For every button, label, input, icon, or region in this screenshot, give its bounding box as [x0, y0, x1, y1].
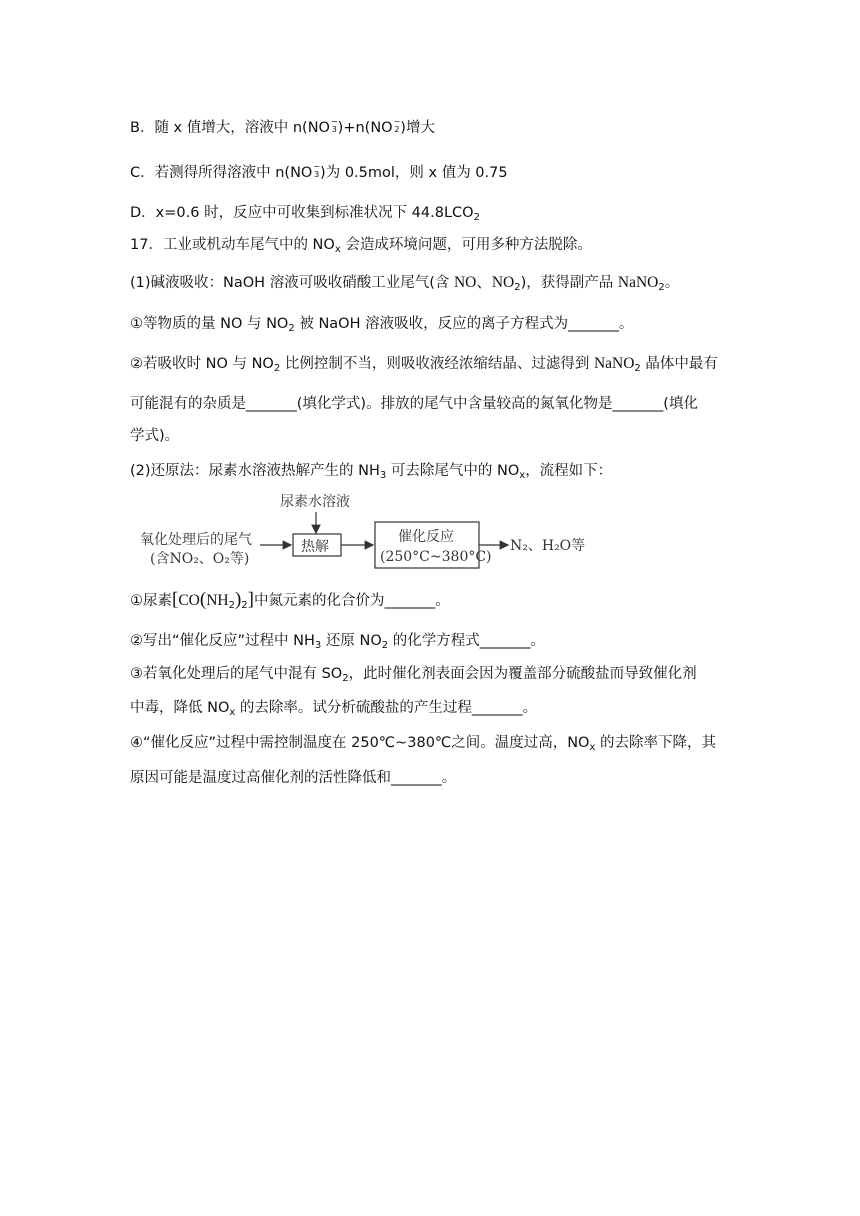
part-2-heading: (2)还原法：尿素水溶液热解产生的 $NH_3$ 可去除尾气中的 $NO_x$，流程如下： [130, 463, 613, 481]
question-2-3: ③若氧化处理后的尾气中混有 $SO_2$，此时催化剂表面会因为覆盖部分硫酸盐而导致催化剂 [130, 666, 697, 684]
input-gas-label: 氧化处理后的尾气 [140, 532, 252, 548]
part-1-heading: (1)碱液吸收：NaOH 溶液可吸收硝酸工业尾气(含 NO、$NO_2$)，获得副产品 NaNO$_2$。 [130, 274, 680, 293]
question-1-2-line2: 可能混有的杂质是_______(填化学式)。排放的尾气中含量较高的氮氧化物是_______(填化 [130, 396, 698, 412]
urea-solution-label: 尿素水溶液 [280, 494, 350, 510]
pyrolysis-label: 热解 [301, 539, 329, 555]
question-2-1: ①尿素$[CO(NH_2)_2]$中氮元素的化合价为_______。 [130, 589, 450, 611]
process-flow-diagram [130, 488, 600, 578]
question-1-2-line3: 学式)。 [130, 428, 180, 444]
catalytic-reaction-label: 催化反应 [398, 529, 454, 545]
option-b: B．随 x 值增大，溶液中 n(NO − 3 )+n(NO − 2 )增大 [130, 117, 435, 136]
question-1-2: ②若吸收时 NO 与 $NO_2$ 比例控制不当，则吸收液经浓缩结晶、过滤得到 NaNO$_2$ 晶体中最有 [130, 355, 718, 374]
products-label: N₂、H₂O等 [510, 538, 586, 554]
question-17-intro: 17．工业或机动车尾气中的 $NO_x$ 会造成环境问题，可用多种方法脱除。 [130, 237, 592, 255]
question-1-1: ①等物质的量 NO 与 $NO_2$ 被 NaOH 溶液吸收，反应的离子方程式为_______。 [130, 316, 634, 334]
question-2-4-line2: 原因可能是温度过高催化剂的活性降低和_______。 [130, 770, 457, 786]
question-2-4: ④“催化反应”过程中需控制温度在 250℃~380℃之间。温度过高，$NO_x$ 的去除率下降，其 [130, 735, 716, 753]
input-gas-composition: (含NO₂、O₂等) [150, 551, 250, 567]
question-2-2: ②写出“催化反应”过程中 $NH_3$ 还原 $NO_2$ 的化学方程式_______。 [130, 633, 545, 651]
option-d: D．x=0.6 时，反应中可收集到标准状况下 $44.8LCO_2$ [130, 205, 480, 223]
catalytic-temperature-label: (250°C~380°C) [380, 549, 492, 565]
option-c: C．若测得所得溶液中 n(NO − 3 )为 0.5mol，则 x 值为 0.75 [130, 162, 508, 181]
question-2-3-line2: 中毒，降低 $NO_x$ 的去除率。试分析硫酸盐的产生过程_______。 [130, 700, 538, 718]
